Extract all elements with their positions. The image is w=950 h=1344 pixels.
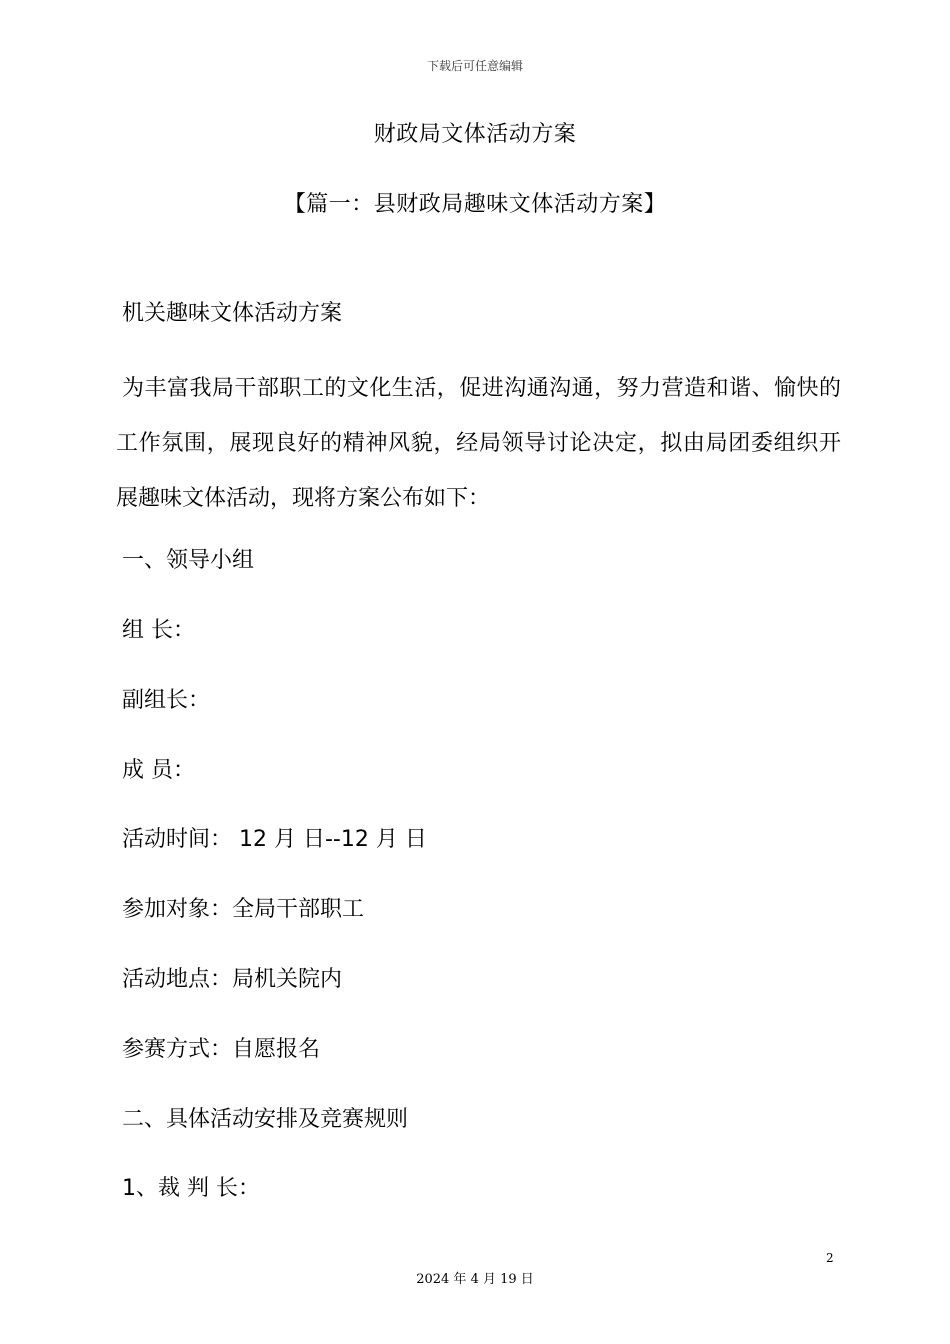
- intro-paragraph: 为丰富我局干部职工的文化生活，促进沟通沟通，努力营造和谐、愉快的工作氛围，展现良好的精神风貌，经局领导讨论决定，拟由局团委组织开展趣味文体活动，现将方案公布如下：: [116, 376, 841, 511]
- line-members: 成 员：: [122, 758, 195, 783]
- line-participants: 参加对象：全局干部职工: [122, 897, 365, 922]
- line-chief-referee: 1、裁 判 长：: [122, 1176, 260, 1201]
- document-subtitle: 【篇一：县财政局趣味文体活动方案】: [283, 192, 667, 217]
- heading-activity-arrangement: 二、具体活动安排及竞赛规则: [122, 1107, 409, 1132]
- line-activity-location: 活动地点：局机关院内: [122, 967, 343, 992]
- footer-date: 2024 年 4 月 19 日: [416, 1272, 534, 1287]
- line-group-leader: 组 长：: [122, 618, 195, 643]
- line-deputy-leader: 副组长：: [122, 688, 211, 713]
- heading-leadership-group: 一、领导小组: [122, 548, 255, 573]
- section-heading: 机关趣味文体活动方案: [122, 301, 343, 326]
- line-activity-time: 活动时间： 12 月 日--12 月 日: [122, 827, 427, 852]
- line-entry-method: 参赛方式：自愿报名: [122, 1037, 321, 1062]
- header-note: 下载后可任意编辑: [426, 59, 523, 73]
- page-number: 2: [826, 1251, 834, 1265]
- document-title: 财政局文体活动方案: [373, 122, 577, 147]
